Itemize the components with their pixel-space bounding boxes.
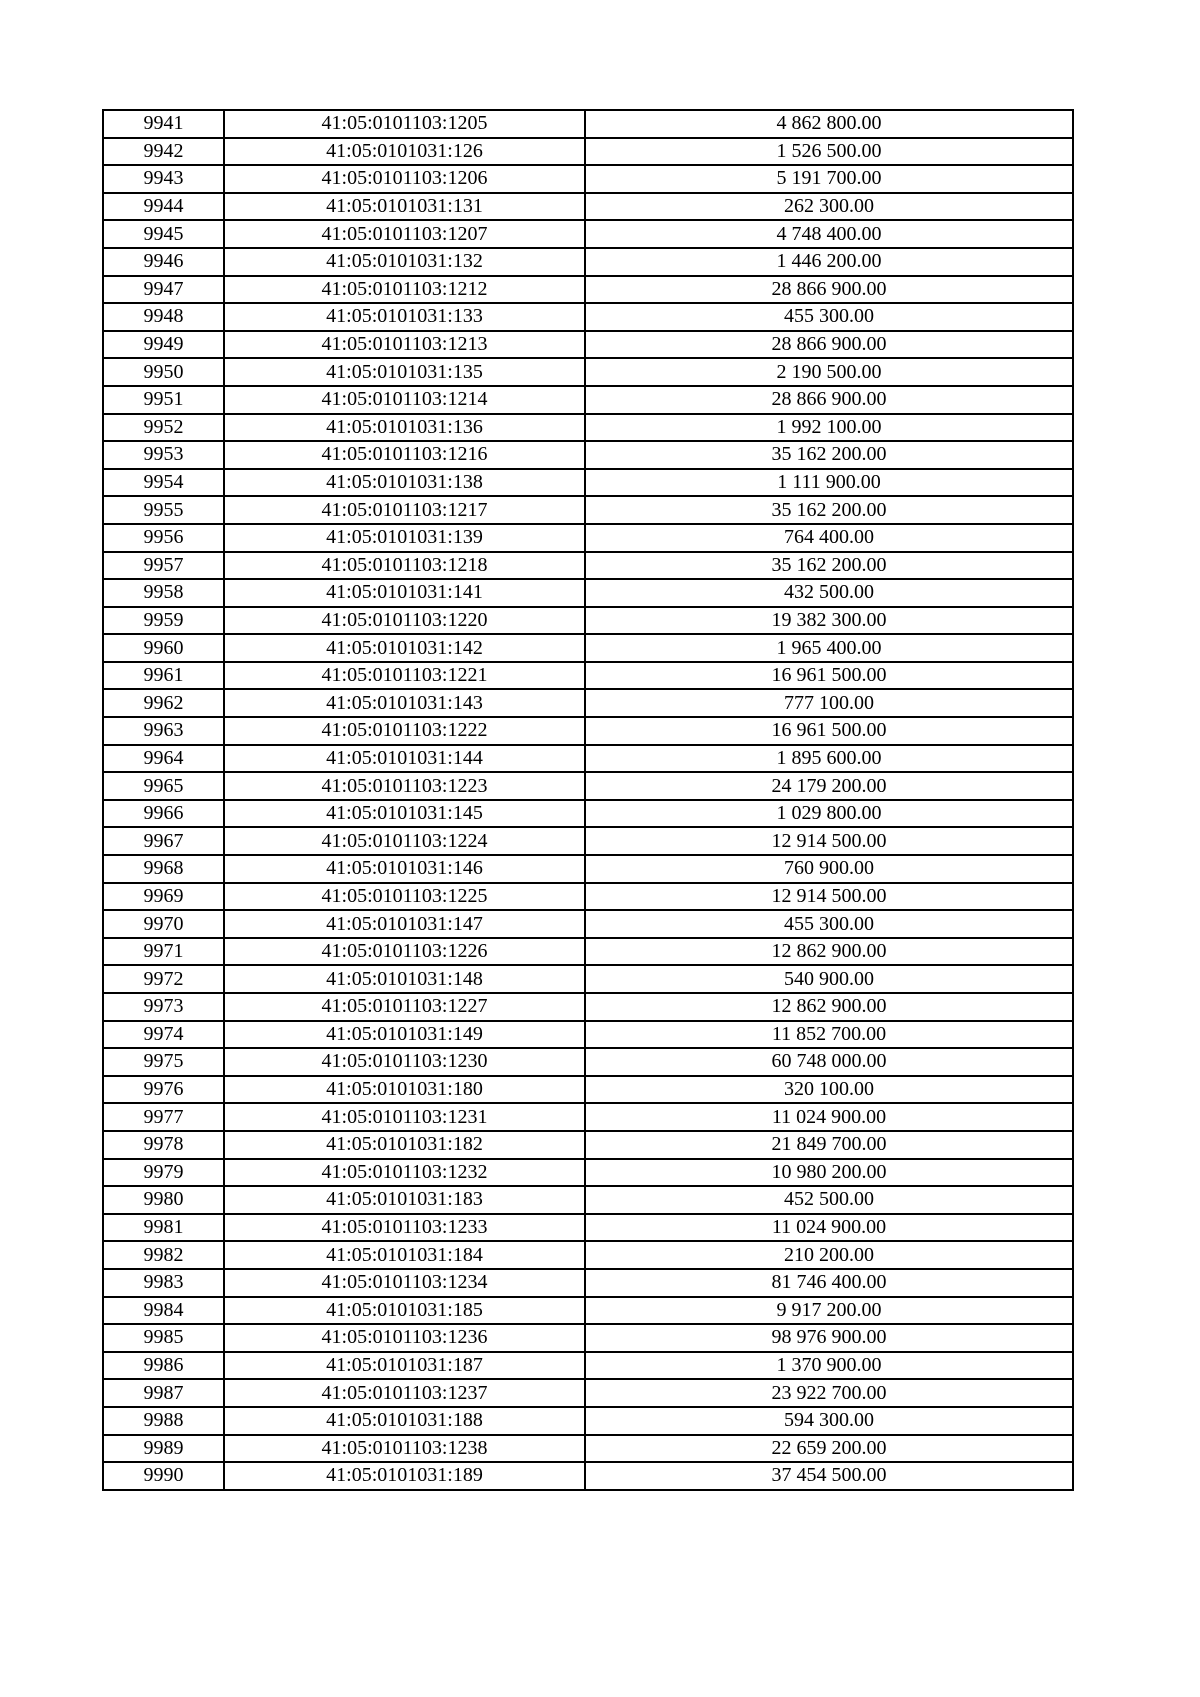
cadastral-number-cell: 41:05:0101103:1207 xyxy=(224,220,585,248)
cadastral-value-cell: 12 914 500.00 xyxy=(585,883,1073,911)
cadastral-value-cell: 12 914 500.00 xyxy=(585,827,1073,855)
row-number-cell: 9964 xyxy=(103,745,224,773)
row-number-cell: 9956 xyxy=(103,524,224,552)
table-row xyxy=(103,883,1073,911)
row-number-cell: 9977 xyxy=(103,1103,224,1131)
table-row xyxy=(103,248,1073,276)
row-number-cell: 9969 xyxy=(103,883,224,911)
row-number-cell: 9971 xyxy=(103,938,224,966)
row-number-cell: 9978 xyxy=(103,1131,224,1159)
cadastral-value-cell: 28 866 900.00 xyxy=(585,276,1073,304)
cadastral-value-cell: 16 961 500.00 xyxy=(585,717,1073,745)
row-number-cell: 9973 xyxy=(103,993,224,1021)
table-row xyxy=(103,607,1073,635)
row-number-cell: 9965 xyxy=(103,772,224,800)
row-number-cell: 9974 xyxy=(103,1021,224,1049)
cadastral-number-cell: 41:05:0101031:136 xyxy=(224,414,585,442)
table-row xyxy=(103,1352,1073,1380)
row-number-cell: 9989 xyxy=(103,1435,224,1463)
row-number-cell: 9949 xyxy=(103,331,224,359)
cadastral-value-cell: 262 300.00 xyxy=(585,193,1073,221)
table-row xyxy=(103,1241,1073,1269)
cadastral-value-cell: 1 370 900.00 xyxy=(585,1352,1073,1380)
cadastral-value-cell: 12 862 900.00 xyxy=(585,938,1073,966)
cadastral-number-cell: 41:05:0101103:1232 xyxy=(224,1159,585,1187)
cadastral-value-cell: 5 191 700.00 xyxy=(585,165,1073,193)
cadastral-number-cell: 41:05:0101103:1216 xyxy=(224,441,585,469)
table-row xyxy=(103,193,1073,221)
row-number-cell: 9981 xyxy=(103,1214,224,1242)
row-number-cell: 9976 xyxy=(103,1076,224,1104)
table-row xyxy=(103,910,1073,938)
cadastral-value-cell: 10 980 200.00 xyxy=(585,1159,1073,1187)
cadastral-number-cell: 41:05:0101103:1230 xyxy=(224,1048,585,1076)
cadastral-number-cell: 41:05:0101103:1223 xyxy=(224,772,585,800)
table-row xyxy=(103,276,1073,304)
cadastral-value-cell: 1 895 600.00 xyxy=(585,745,1073,773)
table-row xyxy=(103,1462,1073,1490)
table-row xyxy=(103,993,1073,1021)
cadastral-value-cell: 764 400.00 xyxy=(585,524,1073,552)
row-number-cell: 9966 xyxy=(103,800,224,828)
cadastral-value-cell: 98 976 900.00 xyxy=(585,1324,1073,1352)
row-number-cell: 9972 xyxy=(103,965,224,993)
cadastral-value-cell: 28 866 900.00 xyxy=(585,386,1073,414)
table-row xyxy=(103,965,1073,993)
cadastral-value-cell: 60 748 000.00 xyxy=(585,1048,1073,1076)
row-number-cell: 9986 xyxy=(103,1352,224,1380)
cadastral-value-cell: 12 862 900.00 xyxy=(585,993,1073,1021)
cadastral-value-cell: 9 917 200.00 xyxy=(585,1297,1073,1325)
cadastral-number-cell: 41:05:0101031:135 xyxy=(224,358,585,386)
row-number-cell: 9987 xyxy=(103,1379,224,1407)
cadastral-value-cell: 19 382 300.00 xyxy=(585,607,1073,635)
cadastral-number-cell: 41:05:0101031:147 xyxy=(224,910,585,938)
row-number-cell: 9979 xyxy=(103,1159,224,1187)
cadastral-number-cell: 41:05:0101103:1218 xyxy=(224,552,585,580)
table-row xyxy=(103,469,1073,497)
cadastral-number-cell: 41:05:0101103:1217 xyxy=(224,496,585,524)
table-row xyxy=(103,1131,1073,1159)
cadastral-value-cell: 11 024 900.00 xyxy=(585,1214,1073,1242)
cadastral-value-cell: 452 500.00 xyxy=(585,1186,1073,1214)
cadastral-number-cell: 41:05:0101103:1237 xyxy=(224,1379,585,1407)
cadastral-value-cell: 24 179 200.00 xyxy=(585,772,1073,800)
cadastral-number-cell: 41:05:0101031:146 xyxy=(224,855,585,883)
cadastral-number-cell: 41:05:0101031:183 xyxy=(224,1186,585,1214)
cadastral-number-cell: 41:05:0101103:1220 xyxy=(224,607,585,635)
table-row xyxy=(103,689,1073,717)
cadastral-number-cell: 41:05:0101031:143 xyxy=(224,689,585,717)
cadastral-number-cell: 41:05:0101031:133 xyxy=(224,303,585,331)
cadastral-value-cell: 777 100.00 xyxy=(585,689,1073,717)
row-number-cell: 9970 xyxy=(103,910,224,938)
cadastral-number-cell: 41:05:0101103:1226 xyxy=(224,938,585,966)
row-number-cell: 9984 xyxy=(103,1297,224,1325)
table-row xyxy=(103,524,1073,552)
cadastral-number-cell: 41:05:0101031:189 xyxy=(224,1462,585,1490)
cadastral-value-table xyxy=(102,109,1074,1491)
cadastral-value-cell: 23 922 700.00 xyxy=(585,1379,1073,1407)
cadastral-value-cell: 455 300.00 xyxy=(585,303,1073,331)
cadastral-number-cell: 41:05:0101031:131 xyxy=(224,193,585,221)
table-row xyxy=(103,1379,1073,1407)
cadastral-value-cell: 4 862 800.00 xyxy=(585,110,1073,138)
row-number-cell: 9957 xyxy=(103,552,224,580)
cadastral-value-cell: 320 100.00 xyxy=(585,1076,1073,1104)
table-row xyxy=(103,634,1073,662)
row-number-cell: 9953 xyxy=(103,441,224,469)
cadastral-value-cell: 1 446 200.00 xyxy=(585,248,1073,276)
row-number-cell: 9942 xyxy=(103,138,224,166)
table-row xyxy=(103,220,1073,248)
table-row xyxy=(103,1048,1073,1076)
table-row xyxy=(103,496,1073,524)
row-number-cell: 9985 xyxy=(103,1324,224,1352)
cadastral-number-cell: 41:05:0101103:1233 xyxy=(224,1214,585,1242)
table-row xyxy=(103,1076,1073,1104)
row-number-cell: 9944 xyxy=(103,193,224,221)
table-row xyxy=(103,938,1073,966)
cadastral-number-cell: 41:05:0101103:1234 xyxy=(224,1269,585,1297)
table-row xyxy=(103,552,1073,580)
row-number-cell: 9950 xyxy=(103,358,224,386)
cadastral-number-cell: 41:05:0101031:141 xyxy=(224,579,585,607)
row-number-cell: 9962 xyxy=(103,689,224,717)
cadastral-number-cell: 41:05:0101031:185 xyxy=(224,1297,585,1325)
cadastral-number-cell: 41:05:0101031:142 xyxy=(224,634,585,662)
cadastral-number-cell: 41:05:0101031:180 xyxy=(224,1076,585,1104)
table-row xyxy=(103,800,1073,828)
row-number-cell: 9948 xyxy=(103,303,224,331)
table-row xyxy=(103,827,1073,855)
row-number-cell: 9968 xyxy=(103,855,224,883)
cadastral-value-cell: 1 111 900.00 xyxy=(585,469,1073,497)
cadastral-number-cell: 41:05:0101103:1238 xyxy=(224,1435,585,1463)
table-row xyxy=(103,165,1073,193)
cadastral-number-cell: 41:05:0101103:1225 xyxy=(224,883,585,911)
cadastral-number-cell: 41:05:0101031:187 xyxy=(224,1352,585,1380)
cadastral-number-cell: 41:05:0101103:1224 xyxy=(224,827,585,855)
row-number-cell: 9955 xyxy=(103,496,224,524)
cadastral-value-cell: 455 300.00 xyxy=(585,910,1073,938)
table-body xyxy=(103,110,1073,1490)
row-number-cell: 9947 xyxy=(103,276,224,304)
row-number-cell: 9983 xyxy=(103,1269,224,1297)
table-row xyxy=(103,855,1073,883)
cadastral-number-cell: 41:05:0101031:145 xyxy=(224,800,585,828)
table-row xyxy=(103,138,1073,166)
table-row xyxy=(103,1214,1073,1242)
table-row xyxy=(103,441,1073,469)
cadastral-number-cell: 41:05:0101031:139 xyxy=(224,524,585,552)
cadastral-number-cell: 41:05:0101103:1212 xyxy=(224,276,585,304)
table-row xyxy=(103,358,1073,386)
cadastral-number-cell: 41:05:0101031:188 xyxy=(224,1407,585,1435)
cadastral-number-cell: 41:05:0101103:1206 xyxy=(224,165,585,193)
cadastral-value-cell: 35 162 200.00 xyxy=(585,552,1073,580)
cadastral-value-cell: 210 200.00 xyxy=(585,1241,1073,1269)
cadastral-number-cell: 41:05:0101031:184 xyxy=(224,1241,585,1269)
cadastral-value-cell: 11 852 700.00 xyxy=(585,1021,1073,1049)
table-row xyxy=(103,1297,1073,1325)
row-number-cell: 9963 xyxy=(103,717,224,745)
table-row xyxy=(103,1407,1073,1435)
table-row xyxy=(103,1324,1073,1352)
table-row xyxy=(103,303,1073,331)
table-row xyxy=(103,579,1073,607)
cadastral-value-cell: 760 900.00 xyxy=(585,855,1073,883)
row-number-cell: 9982 xyxy=(103,1241,224,1269)
row-number-cell: 9945 xyxy=(103,220,224,248)
row-number-cell: 9960 xyxy=(103,634,224,662)
row-number-cell: 9943 xyxy=(103,165,224,193)
cadastral-number-cell: 41:05:0101103:1231 xyxy=(224,1103,585,1131)
cadastral-value-cell: 35 162 200.00 xyxy=(585,441,1073,469)
cadastral-value-cell: 540 900.00 xyxy=(585,965,1073,993)
row-number-cell: 9954 xyxy=(103,469,224,497)
row-number-cell: 9988 xyxy=(103,1407,224,1435)
cadastral-number-cell: 41:05:0101031:132 xyxy=(224,248,585,276)
cadastral-number-cell: 41:05:0101031:144 xyxy=(224,745,585,773)
cadastral-value-cell: 432 500.00 xyxy=(585,579,1073,607)
cadastral-value-cell: 594 300.00 xyxy=(585,1407,1073,1435)
cadastral-value-cell: 81 746 400.00 xyxy=(585,1269,1073,1297)
cadastral-number-cell: 41:05:0101103:1222 xyxy=(224,717,585,745)
table-row xyxy=(103,1103,1073,1131)
row-number-cell: 9951 xyxy=(103,386,224,414)
table-row xyxy=(103,662,1073,690)
cadastral-number-cell: 41:05:0101103:1214 xyxy=(224,386,585,414)
table-row xyxy=(103,745,1073,773)
cadastral-value-cell: 16 961 500.00 xyxy=(585,662,1073,690)
cadastral-value-cell: 2 190 500.00 xyxy=(585,358,1073,386)
cadastral-value-cell: 37 454 500.00 xyxy=(585,1462,1073,1490)
cadastral-value-cell: 1 526 500.00 xyxy=(585,138,1073,166)
cadastral-number-cell: 41:05:0101031:126 xyxy=(224,138,585,166)
cadastral-value-cell: 28 866 900.00 xyxy=(585,331,1073,359)
table-row xyxy=(103,1269,1073,1297)
cadastral-value-cell: 21 849 700.00 xyxy=(585,1131,1073,1159)
cadastral-number-cell: 41:05:0101103:1205 xyxy=(224,110,585,138)
cadastral-value-cell: 22 659 200.00 xyxy=(585,1435,1073,1463)
cadastral-number-cell: 41:05:0101031:149 xyxy=(224,1021,585,1049)
table-row xyxy=(103,414,1073,442)
cadastral-value-cell: 1 965 400.00 xyxy=(585,634,1073,662)
row-number-cell: 9967 xyxy=(103,827,224,855)
table-row xyxy=(103,110,1073,138)
table-row xyxy=(103,1021,1073,1049)
table-row xyxy=(103,1159,1073,1187)
table-row xyxy=(103,386,1073,414)
row-number-cell: 9952 xyxy=(103,414,224,442)
row-number-cell: 9990 xyxy=(103,1462,224,1490)
cadastral-value-cell: 35 162 200.00 xyxy=(585,496,1073,524)
row-number-cell: 9980 xyxy=(103,1186,224,1214)
cadastral-value-cell: 11 024 900.00 xyxy=(585,1103,1073,1131)
row-number-cell: 9961 xyxy=(103,662,224,690)
cadastral-number-cell: 41:05:0101103:1236 xyxy=(224,1324,585,1352)
table-row xyxy=(103,1186,1073,1214)
cadastral-number-cell: 41:05:0101031:138 xyxy=(224,469,585,497)
row-number-cell: 9946 xyxy=(103,248,224,276)
cadastral-number-cell: 41:05:0101103:1227 xyxy=(224,993,585,1021)
cadastral-number-cell: 41:05:0101031:148 xyxy=(224,965,585,993)
table-row xyxy=(103,331,1073,359)
cadastral-number-cell: 41:05:0101031:182 xyxy=(224,1131,585,1159)
row-number-cell: 9958 xyxy=(103,579,224,607)
row-number-cell: 9941 xyxy=(103,110,224,138)
table-row xyxy=(103,717,1073,745)
cadastral-value-cell: 4 748 400.00 xyxy=(585,220,1073,248)
table-row xyxy=(103,1435,1073,1463)
row-number-cell: 9975 xyxy=(103,1048,224,1076)
table-row xyxy=(103,772,1073,800)
cadastral-number-cell: 41:05:0101103:1221 xyxy=(224,662,585,690)
cadastral-value-cell: 1 992 100.00 xyxy=(585,414,1073,442)
cadastral-value-cell: 1 029 800.00 xyxy=(585,800,1073,828)
cadastral-number-cell: 41:05:0101103:1213 xyxy=(224,331,585,359)
row-number-cell: 9959 xyxy=(103,607,224,635)
